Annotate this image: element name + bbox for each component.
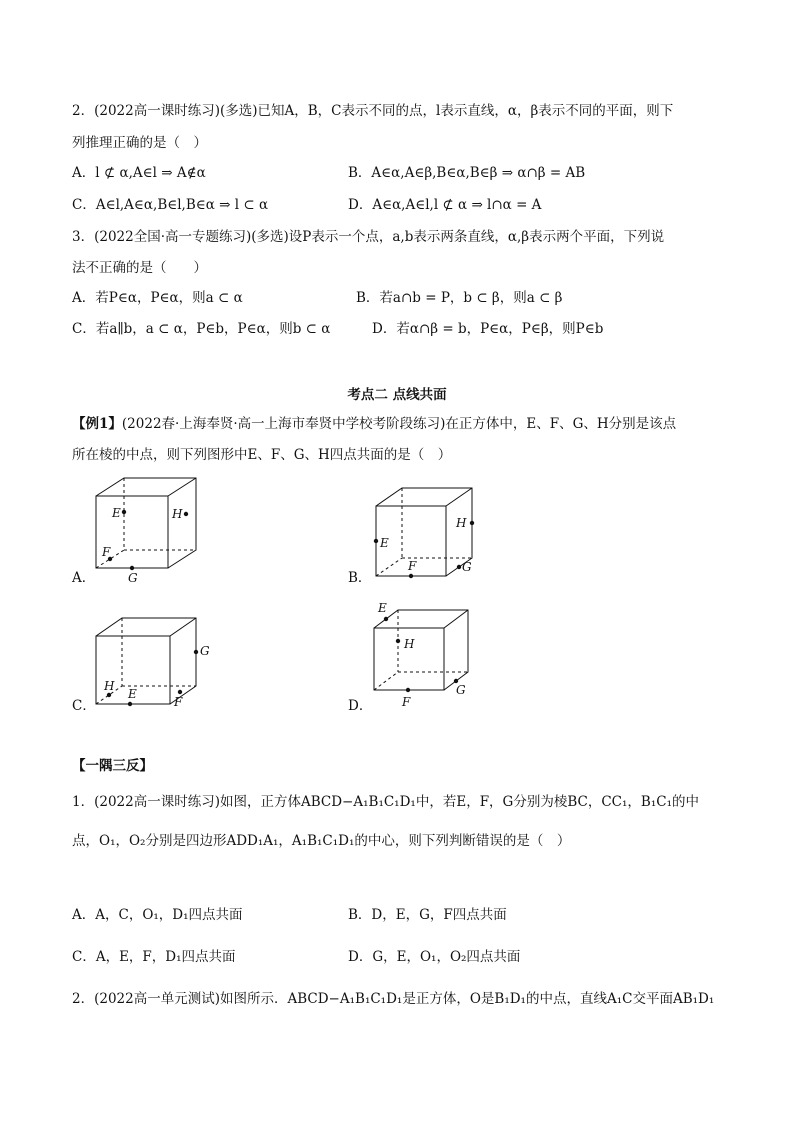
fig-a-label-f: F <box>102 545 111 559</box>
fig-d-label-e: E <box>378 601 387 615</box>
fig-d-label-f: F <box>402 695 411 709</box>
q3-option-c: C．若a∥b，a ⊂ α，P∈b，P∈α，则b ⊂ α <box>72 321 331 337</box>
fig-b-label-g: G <box>462 560 472 574</box>
p1-option-d: D．G，E，O₁，O₂四点共面 <box>348 949 521 965</box>
figure-b-label: B． <box>348 570 372 586</box>
q3-stem-line1: 3．(2022全国·高一专题练习)(多选)设P表示一个点，a,b表示两条直线，α,β表示两个平面，下列说 <box>72 229 665 245</box>
fig-a-label-e: E <box>112 506 121 520</box>
q3-option-b: B．若a∩b = P，b ⊂ β，则a ⊂ β <box>356 290 563 306</box>
fig-a-label-g: G <box>128 571 138 585</box>
p1-option-b: B．D，E，G，F四点共面 <box>348 907 507 923</box>
q2-option-d: D．A∈α,A∈l,l ⊄ α ⇒ l∩α = A <box>348 197 542 213</box>
fig-a-label-h: H <box>172 507 183 521</box>
example-stem-line2: 所在棱的中点，则下列图形中E、F、G、H四点共面的是（ ） <box>72 447 452 463</box>
fig-c-label-f: F <box>174 695 183 709</box>
fig-d-label-g: G <box>456 683 466 697</box>
example-stem-line1 <box>72 415 676 433</box>
q2-option-a: A．l ⊄ α,A∈l ⇒ A∉α <box>72 165 206 181</box>
figure-d-label: D． <box>348 698 373 714</box>
q3-option-d: D．若α∩β = b，P∈α，P∈β，则P∈b <box>372 321 604 337</box>
fig-d-label-h: H <box>404 637 415 651</box>
q3-stem-line2: 法不正确的是（ ） <box>72 260 207 276</box>
q2-stem-line2: 列推理正确的是（ ） <box>72 135 207 151</box>
fig-b-label-e: E <box>380 536 389 550</box>
q2-option-b: B．A∈α,A∈β,B∈α,B∈β ⇒ α∩β = AB <box>348 165 586 181</box>
section-title: 考点二 点线共面 <box>347 387 447 403</box>
cube-figure-c <box>90 612 215 712</box>
cube-figure-b <box>370 482 490 587</box>
q2-option-c: C．A∈l,A∈α,B∈l,B∈α ⇒ l ⊂ α <box>72 197 269 213</box>
practice-title: 【一隅三反】 <box>72 758 153 774</box>
cube-figure-d <box>370 598 490 713</box>
fig-c-label-h: H <box>104 679 115 693</box>
q3-option-a: A．若P∈α，P∈α，则a ⊂ α <box>72 290 243 306</box>
cube-figure-a <box>90 470 210 585</box>
example-label: 【例1】 <box>72 416 122 432</box>
fig-c-label-e: E <box>128 687 137 701</box>
p2-stem-line1: 2．(2022高一单元测试)如图所示．ABCD−A₁B₁C₁D₁是正方体，O是B₁D₁的中点，直线A₁C交平面AB₁D₁ <box>72 991 715 1007</box>
figure-c-label: C． <box>72 698 96 714</box>
example-stem-text: (2022春·上海奉贤·高一上海市奉贤中学校考阶段练习)在正方体中，E、F、G、H分别是该点 <box>121 416 677 432</box>
q2-stem-line1: 2．(2022高一课时练习)(多选)已知A，B，C表示不同的点，l表示直线，α，β表示不同的平面，则下 <box>72 103 674 119</box>
p1-stem-line1: 1．(2022高一课时练习)如图，正方体ABCD−A₁B₁C₁D₁中，若E，F，G分别为棱BC，CC₁，B₁C₁的中 <box>72 794 699 810</box>
p1-stem-line2: 点，O₁，O₂分别是四边形ADD₁A₁，A₁B₁C₁D₁的中心，则下列判断错误的是（ ） <box>72 833 571 849</box>
p1-option-a: A．A，C，O₁，D₁四点共面 <box>72 907 243 923</box>
fig-b-label-h: H <box>456 516 467 530</box>
p1-option-c: C．A，E，F，D₁四点共面 <box>72 949 236 965</box>
fig-c-label-g: G <box>200 644 210 658</box>
figure-a-label: A． <box>72 570 96 586</box>
fig-b-label-f: F <box>408 559 417 573</box>
